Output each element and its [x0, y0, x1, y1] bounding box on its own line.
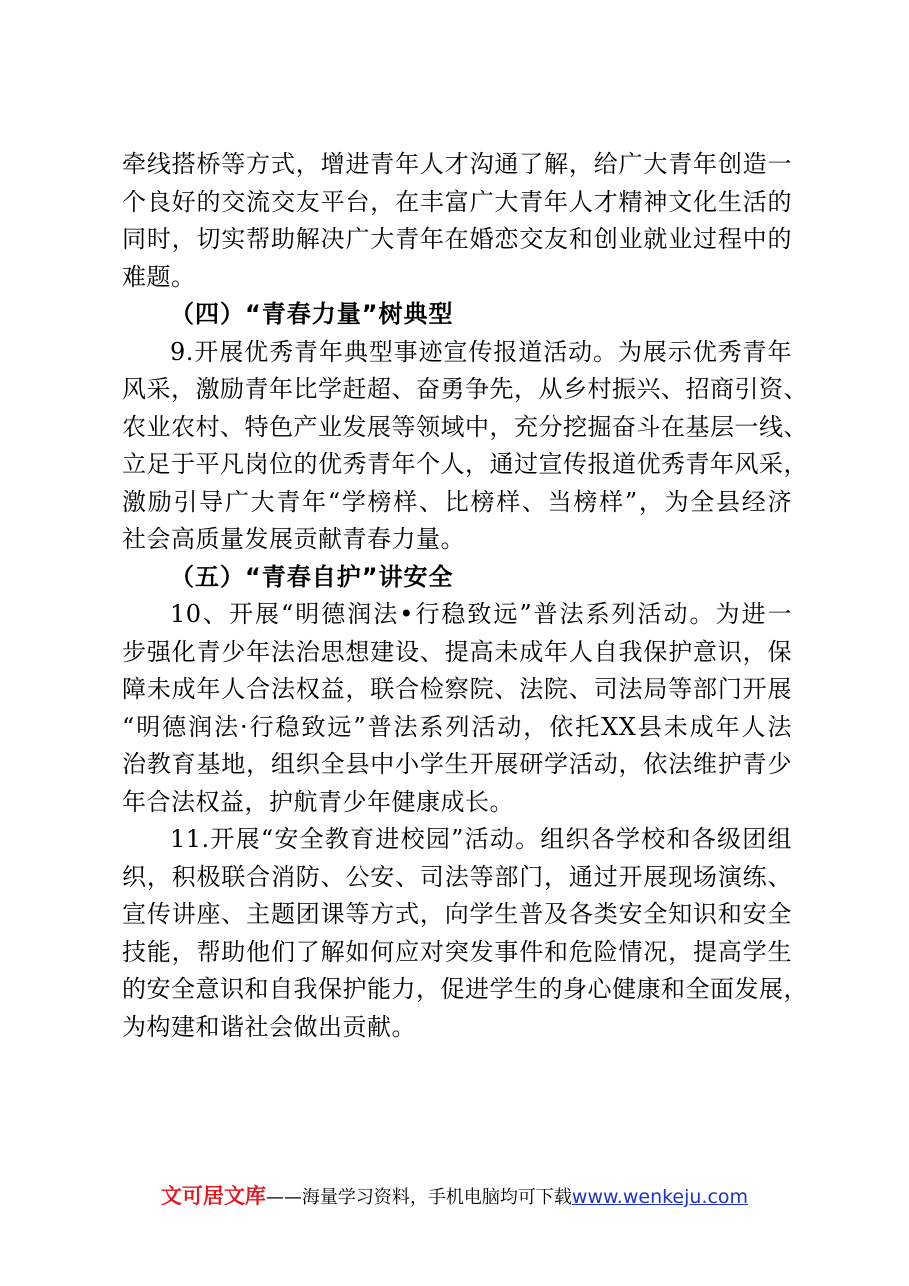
document-body [122, 146, 808, 1046]
paragraph-line: 激励引导广大青年“学榜样、比榜样、当榜样”，为全县经济 [122, 487, 792, 516]
paragraph-line: 步强化青少年法治思想建设、提高未成年人自我保护意识，保 [122, 637, 792, 666]
section-heading: （五）“青春自护”讲安全 [170, 562, 454, 591]
paragraph-line: 织，积极联合消防、公安、司法等部门，通过开展现场演练、 [122, 862, 792, 891]
website-link[interactable]: www.wenkeju.com [571, 1186, 749, 1208]
paragraph-line: 障未成年人合法权益，联合检察院、法院、司法局等部门开展 [122, 675, 792, 703]
paragraph-line: 农业农村、特色产业发展等领域中，充分挖掘奋斗在基层一线、 [122, 412, 808, 441]
section-heading: （四）“青春力量”树典型 [170, 300, 454, 328]
paragraph-line: 治教育基地，组织全县中小学生开展研学活动，依法维护青少 [122, 750, 792, 778]
paragraph-line: 同时，切实帮助解决广大青年在婚恋交友和创业就业过程中的 [122, 225, 792, 253]
paragraph-line: 宣传讲座、主题团课等方式，向学生普及各类安全知识和安全 [122, 900, 792, 928]
paragraph-line: 立足于平凡岗位的优秀青年个人，通过宣传报道优秀青年风采， [122, 450, 808, 478]
paragraph-line: 风采，激励青年比学赶超、奋勇争先，从乡村振兴、招商引资、 [122, 375, 808, 403]
footer-banner [0, 1181, 909, 1213]
paragraph-line: 为构建和谐社会做出贡献。 [122, 1012, 416, 1041]
paragraph-line: 的安全意识和自我保护能力，促进学生的身心健康和全面发展， [122, 975, 808, 1003]
brand-name: 文可居文库 [160, 1184, 266, 1208]
paragraph-line: 牵线搭桥等方式，增进青年人才沟通了解，给广大青年创造一 [122, 150, 792, 178]
paragraph-line: 11.开展“安全教育进校园”活动。组织各学校和各级团组 [170, 825, 792, 853]
paragraph-line: “明德润法·行稳致远”普法系列活动，依托XX县未成年人法 [122, 712, 792, 741]
paragraph-line: 技能，帮助他们了解如何应对突发事件和危险情况，提高学生 [122, 937, 792, 966]
paragraph-line: 年合法权益，护航青少年健康成长。 [122, 787, 514, 816]
paragraph-line: 社会高质量发展贡献青春力量。 [122, 525, 465, 553]
paragraph-line: 9.开展优秀青年典型事迹宣传报道活动。为展示优秀青年 [170, 337, 792, 366]
paragraph-line: 10、开展“明德润法•行稳致远”普法系列活动。为进一 [170, 600, 792, 628]
paragraph-line: 个良好的交流交友平台，在丰富广大青年人才精神文化生活的 [122, 187, 792, 216]
paragraph-line: 难题。 [122, 262, 196, 291]
footer-tagline: ——海量学习资料，手机电脑均可下载 [265, 1187, 572, 1208]
